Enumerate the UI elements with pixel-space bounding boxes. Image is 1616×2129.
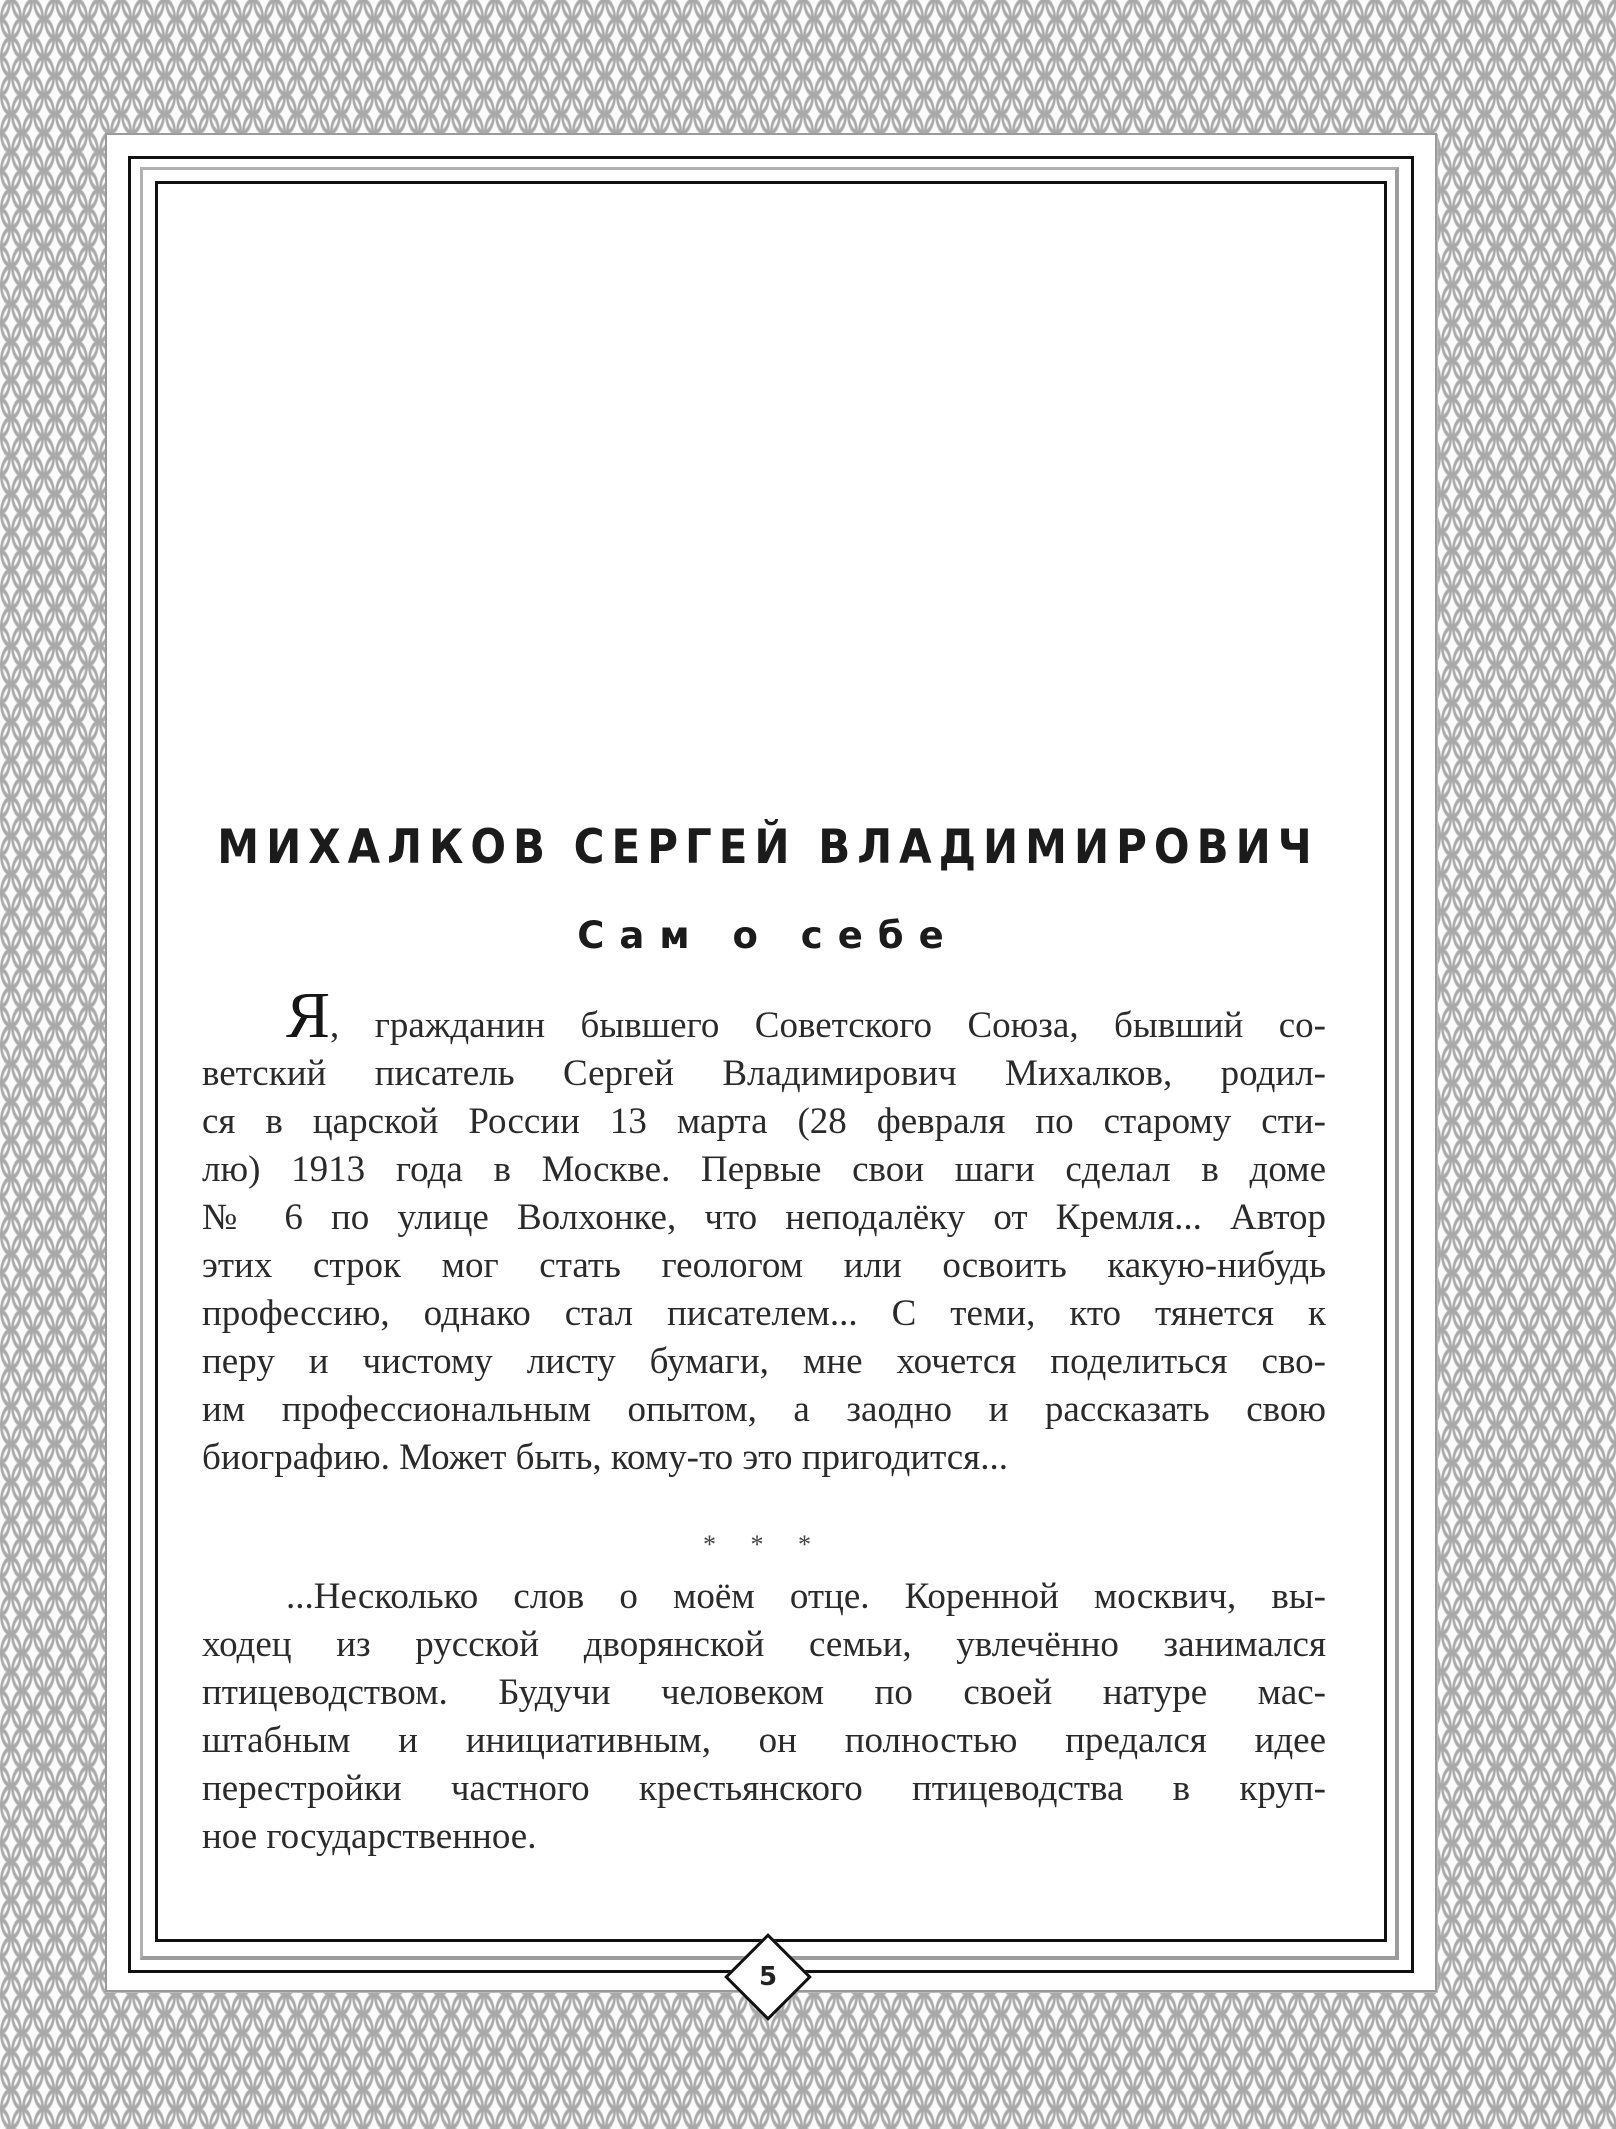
text-line: профессию, однако стал писателем... С теми, кто тянется к bbox=[202, 1293, 1326, 1334]
section-separator: * * * bbox=[703, 1530, 825, 1559]
text-line: № 6 по улице Волхонке, что неподалёку от Кремля... Автор bbox=[202, 1197, 1326, 1238]
text-line: перу и чистому листу бумаги, мне хочется поделиться сво- bbox=[202, 1341, 1326, 1382]
text-line-content: , гражданин бывшего Советского Союза, бывший со- bbox=[330, 1005, 1326, 1046]
section-subtitle: Сам о себе bbox=[577, 914, 959, 957]
text-line: этих строк мог стать геологом или освоить какую-нибудь bbox=[202, 1245, 1326, 1286]
text-line: ...Несколько слов о моём отце. Коренной москвич, вы- bbox=[286, 1576, 1326, 1617]
page-title: МИХАЛКОВ СЕРГЕЙ ВЛАДИМИРОВИЧ bbox=[217, 819, 1319, 874]
text-line bbox=[202, 979, 1326, 1052]
page-number: 5 bbox=[758, 1962, 778, 1992]
drop-cap: Я bbox=[286, 979, 331, 1052]
text-line: ся в царской России 13 марта (28 февраля по старому сти- bbox=[202, 1101, 1326, 1142]
text-line: ное государственное. bbox=[202, 1816, 537, 1857]
text-line: птицеводством. Будучи человеком по своей натуре мас- bbox=[202, 1672, 1326, 1713]
text-line: перестройки частного крестьянского птицеводства в круп- bbox=[202, 1768, 1326, 1809]
paragraph-1 bbox=[202, 979, 1326, 1482]
text-line: им профессиональным опытом, а заодно и рассказать свою bbox=[202, 1389, 1326, 1430]
text-line: штабным и инициативным, он полностью предался идее bbox=[202, 1720, 1326, 1761]
text-line: ходец из русской дворянской семьи, увлечённо занимался bbox=[202, 1624, 1326, 1665]
text-line: ветский писатель Сергей Владимирович Михалков, родил- bbox=[202, 1053, 1326, 1094]
text-line: лю) 1913 года в Москве. Первые свои шаги сделал в доме bbox=[202, 1149, 1326, 1190]
paragraph-2 bbox=[202, 1573, 1326, 1861]
text-line: биографию. Может быть, кому-то это пригодится... bbox=[202, 1437, 1008, 1478]
